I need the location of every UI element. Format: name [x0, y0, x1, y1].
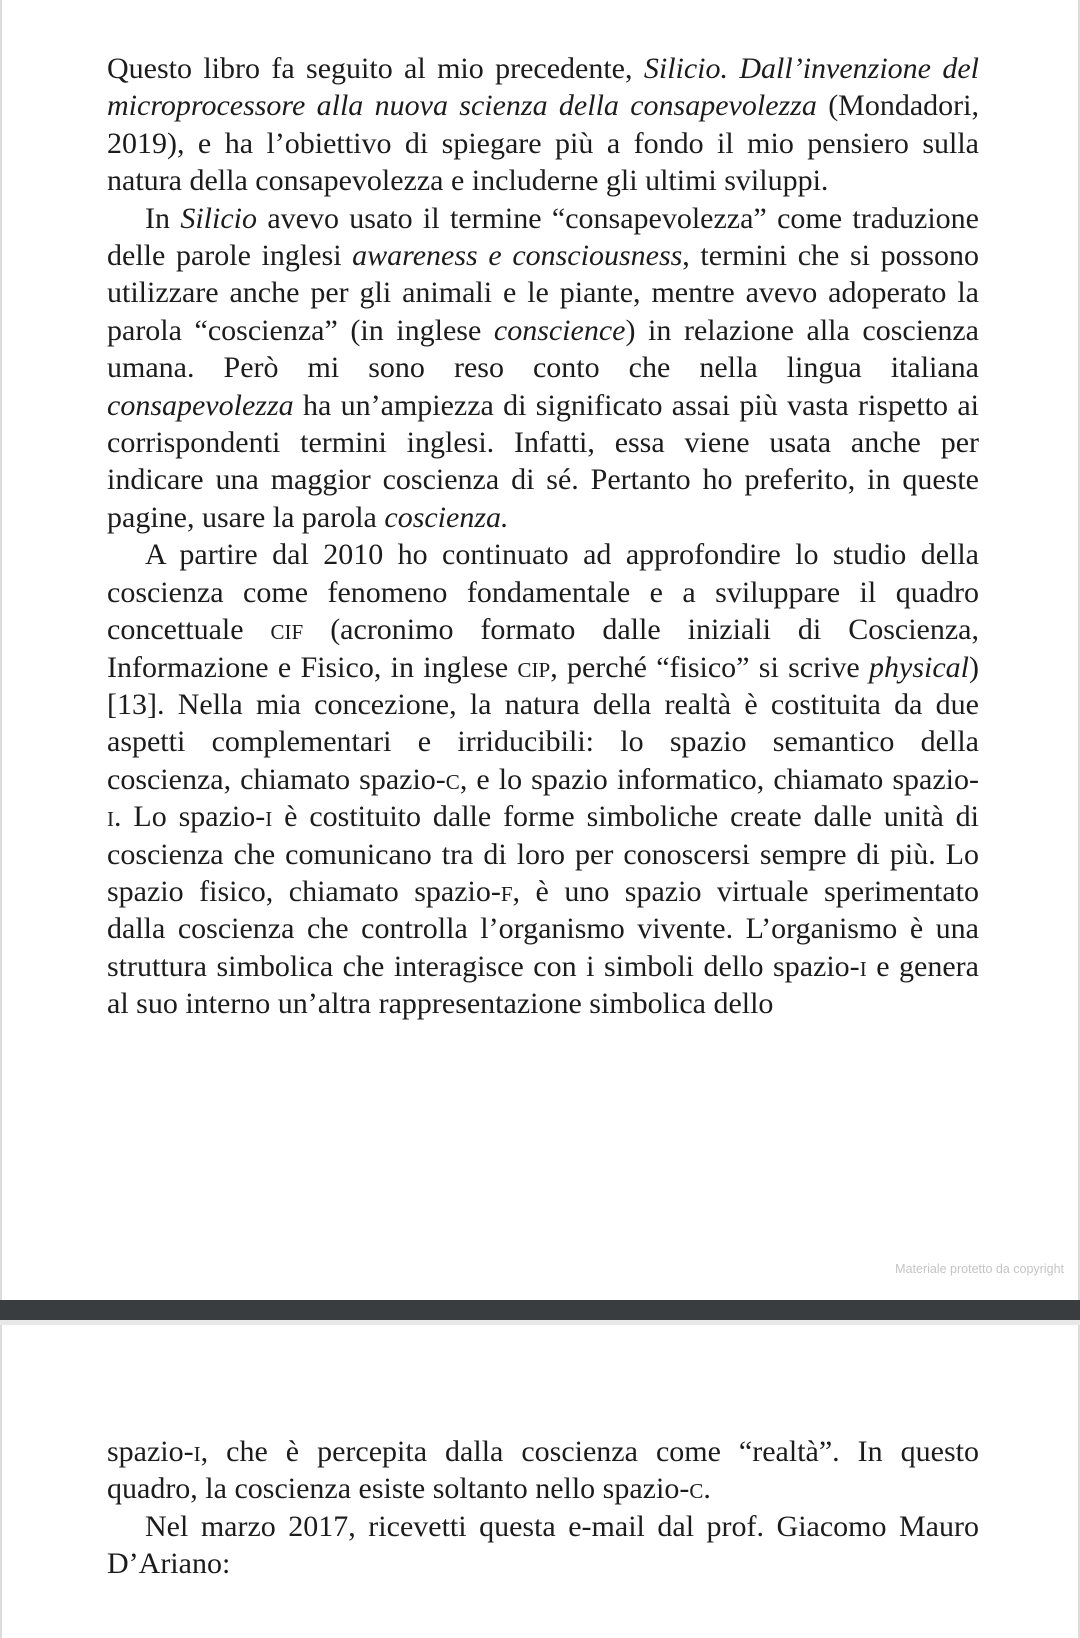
page-separator [0, 1300, 1080, 1325]
book-page-2 [0, 1325, 1080, 1638]
page-2-text [107, 1433, 979, 1583]
paragraph-continuation: spazio-i, che è percepita dalla coscienza come “realtà”. In questo quadro, la coscienza esiste soltanto nello spazio-c. [107, 1435, 979, 1506]
page-1-text [107, 50, 979, 1023]
paragraph-3: A partire dal 2010 ho continuato ad approfondire lo studio della coscienza come fenomeno fondamentale e a sviluppare il quadro concettuale cif (acronimo formato dalle iniziali di Coscienza, Informazione e Fisico, in inglese cip, perché “fisico” si scrive physical) [13]. Nella mia concezione, la natura della realtà è costituita da due aspetti complementari e irriducibili: lo spazio semantico della coscienza, chiamato spazio-c, e lo spazio informatico, chiamato spazio-i. Lo spazio-i è costituito dalle forme simboliche create dalle unità di coscienza che comunicano tra di loro per conoscersi sempre di più. Lo spazio fisico, chiamato spazio-f, è uno spazio virtuale sperimentato dalla coscienza che controlla l’organismo vivente. L’organismo è una struttura simbolica che interagisce con i simboli dello spazio-i e genera al suo interno un’altra rappresentazione simbolica dello [107, 538, 979, 1021]
paragraph-1: Questo libro fa seguito al mio precedente, Silicio. Dall’invenzione del microprocessore alla nuova scienza della consapevolezza (Mondadori, 2019), e ha l’obiettivo di spiegare più a fondo il mio pensiero sulla natura della consapevolezza e includerne gli ultimi sviluppi. [107, 52, 979, 198]
book-title-silicio: Silicio. Dall’invenzione del microprocessore alla nuova scienza della consapevolezza [107, 52, 979, 123]
paragraph-2: In Silicio avevo usato il termine “consapevolezza” come traduzione delle parole inglesi awareness e consciousness, termini che si possono utilizzare anche per gli animali e le piante, mentre avevo adoperato la parola “coscienza” (in inglese conscience) in relazione alla coscienza umana. Però mi sono reso conto che nella lingua italiana consapevolezza ha un’ampiezza di significato assai più vasta rispetto ai corrispondenti termini inglesi. Infatti, essa viene usata anche per indicare una maggior coscienza di sé. Pertanto ho preferito, in queste pagine, usare la parola coscienza. [107, 201, 979, 534]
copyright-watermark: Materiale protetto da copyright [895, 1262, 1064, 1276]
paragraph-email-intro: Nel marzo 2017, ricevetti questa e-mail dal prof. Giacomo Mauro D’Ariano: [107, 1509, 979, 1581]
